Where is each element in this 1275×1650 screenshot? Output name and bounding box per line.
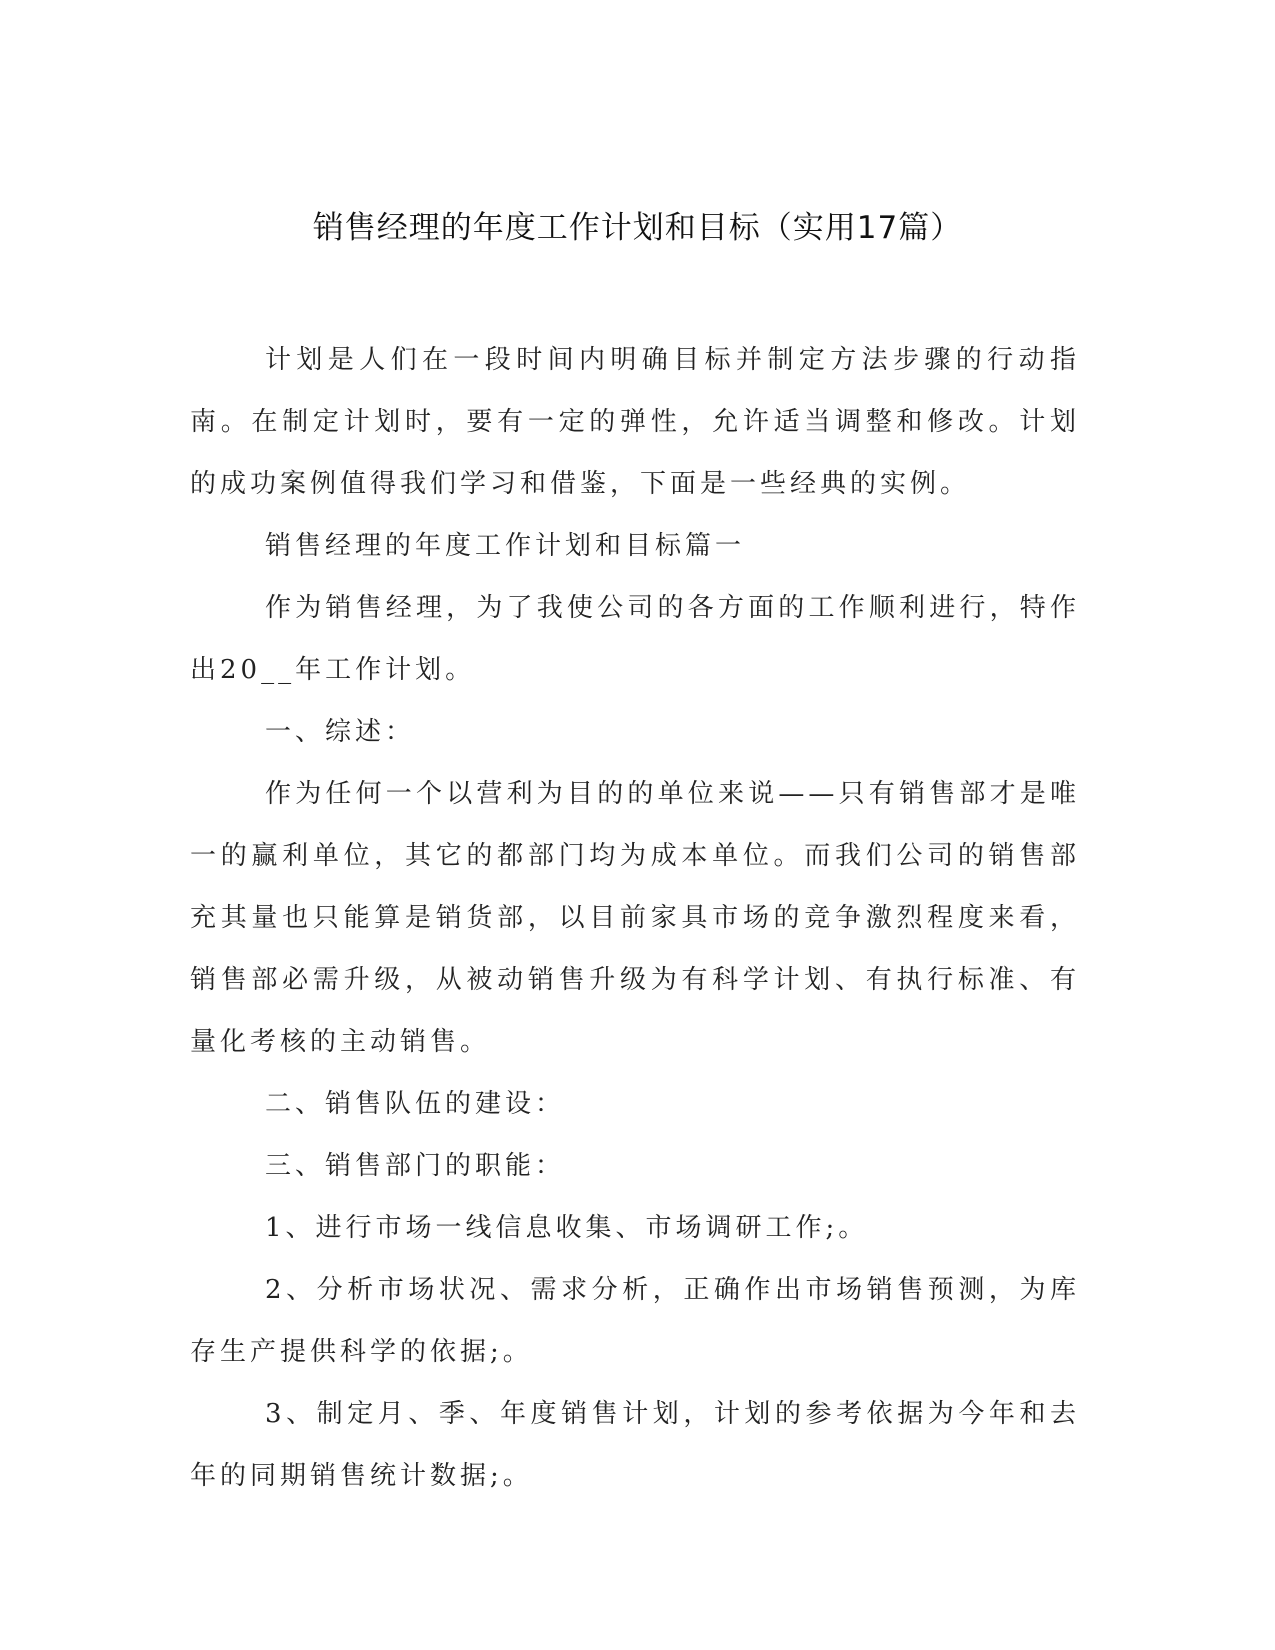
paragraph-heading-overview: 一、综述：: [265, 717, 416, 747]
paragraph-function-3: 3、制定月、季、年度销售计划，计划的参考依据为今年和去年的同期销售统计数据;。: [190, 1399, 1080, 1491]
document-body: [190, 329, 1080, 1507]
paragraph-heading-functions: 三、销售部门的职能：: [265, 1151, 566, 1181]
paragraph-heading-team: 二、销售队伍的建设：: [265, 1089, 566, 1119]
document-title: 销售经理的年度工作计划和目标（实用17篇）: [312, 210, 963, 246]
paragraph-purpose: 作为销售经理，为了我使公司的各方面的工作顺利进行，特作出20__年工作计划。: [190, 593, 1080, 685]
paragraph-section-heading: 销售经理的年度工作计划和目标篇一: [265, 531, 746, 561]
paragraph-intro: 计划是人们在一段时间内明确目标并制定方法步骤的行动指南。在制定计划时，要有一定的弹性，允许适当调整和修改。计划的成功案例值得我们学习和借鉴，下面是一些经典的实例。: [190, 345, 1080, 499]
paragraph-function-2: 2、分析市场状况、需求分析，正确作出市场销售预测，为库存生产提供科学的依据;。: [190, 1275, 1080, 1367]
paragraph-overview: 作为任何一个以营利为目的的单位来说——只有销售部才是唯一的赢利单位，其它的都部门均为成本单位。而我们公司的销售部充其量也只能算是销货部，以目前家具市场的竞争激烈程度来看，销售部必需升级，从被动销售升级为有科学计划、有执行标准、有量化考核的主动销售。: [190, 779, 1080, 1057]
paragraph-function-1: 1、进行市场一线信息收集、市场调研工作;。: [265, 1213, 869, 1243]
